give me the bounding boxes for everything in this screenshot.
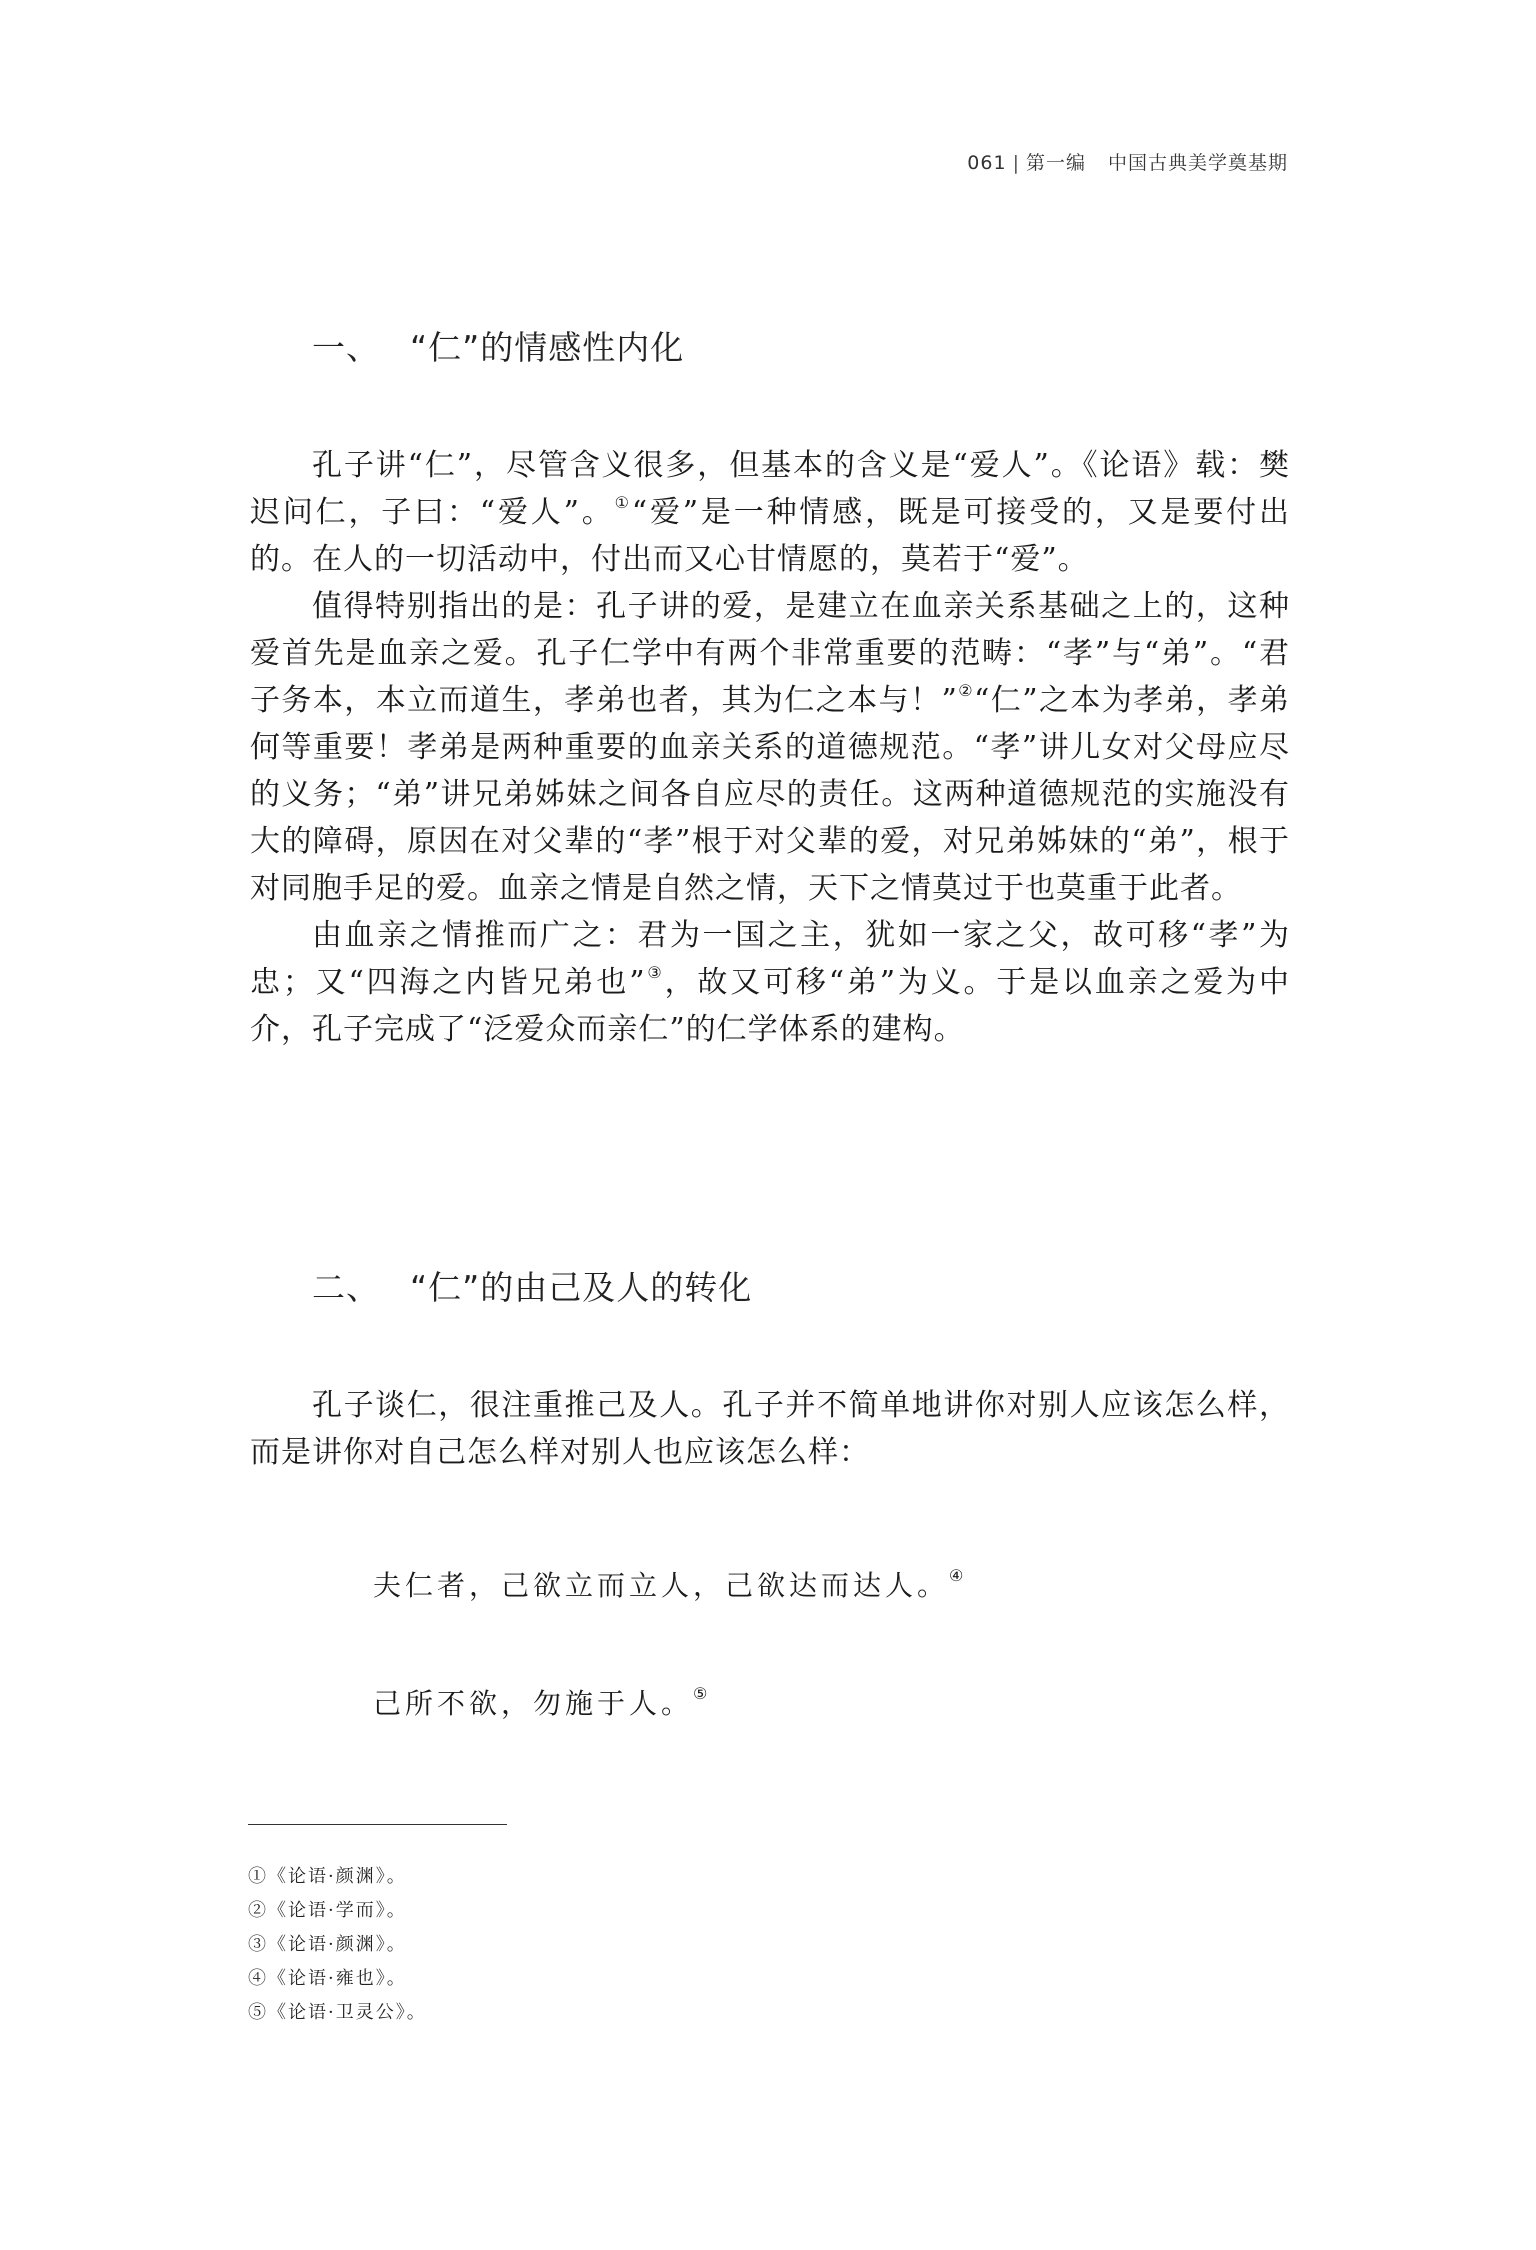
footnote: ⑤《论语·卫灵公》。 xyxy=(248,2002,427,2023)
paragraph-text: “仁”之本为孝弟，孝弟何等重要！孝弟是两种重要的血亲关系的道德规范。“孝”讲儿女对父母应尽的义务；“弟”讲兄弟姊妹之间各自应尽的责任。这两种道德规范的实施没有大的障碍，原因在对父辈的“孝”根于对父辈的爱，对兄弟姊妹的“弟”，根于对同胞手足的爱。血亲之情是自然之情，天下之情莫过于也莫重于此者。 xyxy=(250,683,1291,906)
section-heading-2 xyxy=(312,1262,752,1309)
footnote: ②《论语·学而》。 xyxy=(248,1900,407,1921)
page-number: 061 xyxy=(967,152,1007,174)
header-separator: | xyxy=(1012,152,1020,174)
paragraph-text: “爱”是一种情感，既是可接受的，又是要付出的。在人的一切活动中，付出而又心甘情愿的，莫若于“爱”。 xyxy=(250,495,1290,577)
footnote: ③《论语·颜渊》。 xyxy=(248,1934,407,1955)
footnote-ref: ② xyxy=(957,681,975,700)
section-2-body xyxy=(250,1382,1290,1476)
running-head xyxy=(967,148,1288,175)
section-1-body xyxy=(250,442,1290,1053)
section-title: “仁”的由己及人的转化 xyxy=(410,1268,753,1307)
paragraph xyxy=(250,912,1290,1053)
footnote-divider xyxy=(248,1824,507,1825)
footnote: ①《论语·颜渊》。 xyxy=(248,1866,407,1887)
paragraph-text: ，故又可移“弟”为义。于是以血亲之爱为中介，孔子完成了“泛爱众而亲仁”的仁学体系的建构。 xyxy=(250,965,1290,1047)
part-label: 第一编 xyxy=(1025,152,1086,174)
section-title: “仁”的情感性内化 xyxy=(410,328,685,367)
paragraph-text: 孔子讲“仁”，尽管含义很多，但基本的含义是“爱人”。《论语》载：樊迟问仁，子曰：“爱人”。 xyxy=(250,448,1290,530)
block-quote-1 xyxy=(373,1564,967,1604)
footnote-ref: ① xyxy=(614,493,632,512)
footnotes xyxy=(248,1860,427,2030)
section-number: 二、 xyxy=(312,1268,380,1307)
book-part-title: 中国古典美学奠基期 xyxy=(1107,152,1288,174)
footnote-ref: ④ xyxy=(949,1566,968,1585)
paragraph xyxy=(250,583,1290,912)
quote-text: 己所不欲，勿施于人。 xyxy=(373,1687,694,1720)
paragraph: 孔子谈仁，很注重推己及人。孔子并不简单地讲你对别人应该怎么样，而是讲你对自己怎么样对别人也应该怎么样： xyxy=(250,1388,1290,1470)
quote-text: 夫仁者，己欲立而立人，己欲达而达人。 xyxy=(373,1569,950,1602)
section-heading-1 xyxy=(312,322,684,369)
paragraph xyxy=(250,442,1290,583)
footnote-ref: ③ xyxy=(645,963,665,982)
footnote-ref: ⑤ xyxy=(693,1684,712,1703)
block-quote-2 xyxy=(373,1682,711,1722)
paragraph-text: 值得特别指出的是：孔子讲的爱，是建立在血亲关系基础之上的，这种爱首先是血亲之爱。孔子仁学中有两个非常重要的范畴：“孝”与“弟”。“君子务本，本立而道生，孝弟也者，其为仁之本与！” xyxy=(250,589,1290,718)
footnote: ④《论语·雍也》。 xyxy=(248,1968,407,1989)
paragraph-text: 由血亲之情推而广之：君为一国之主，犹如一家之父，故可移“孝”为忠；又“四海之内皆兄弟也” xyxy=(250,918,1290,1000)
section-number: 一、 xyxy=(312,328,380,367)
